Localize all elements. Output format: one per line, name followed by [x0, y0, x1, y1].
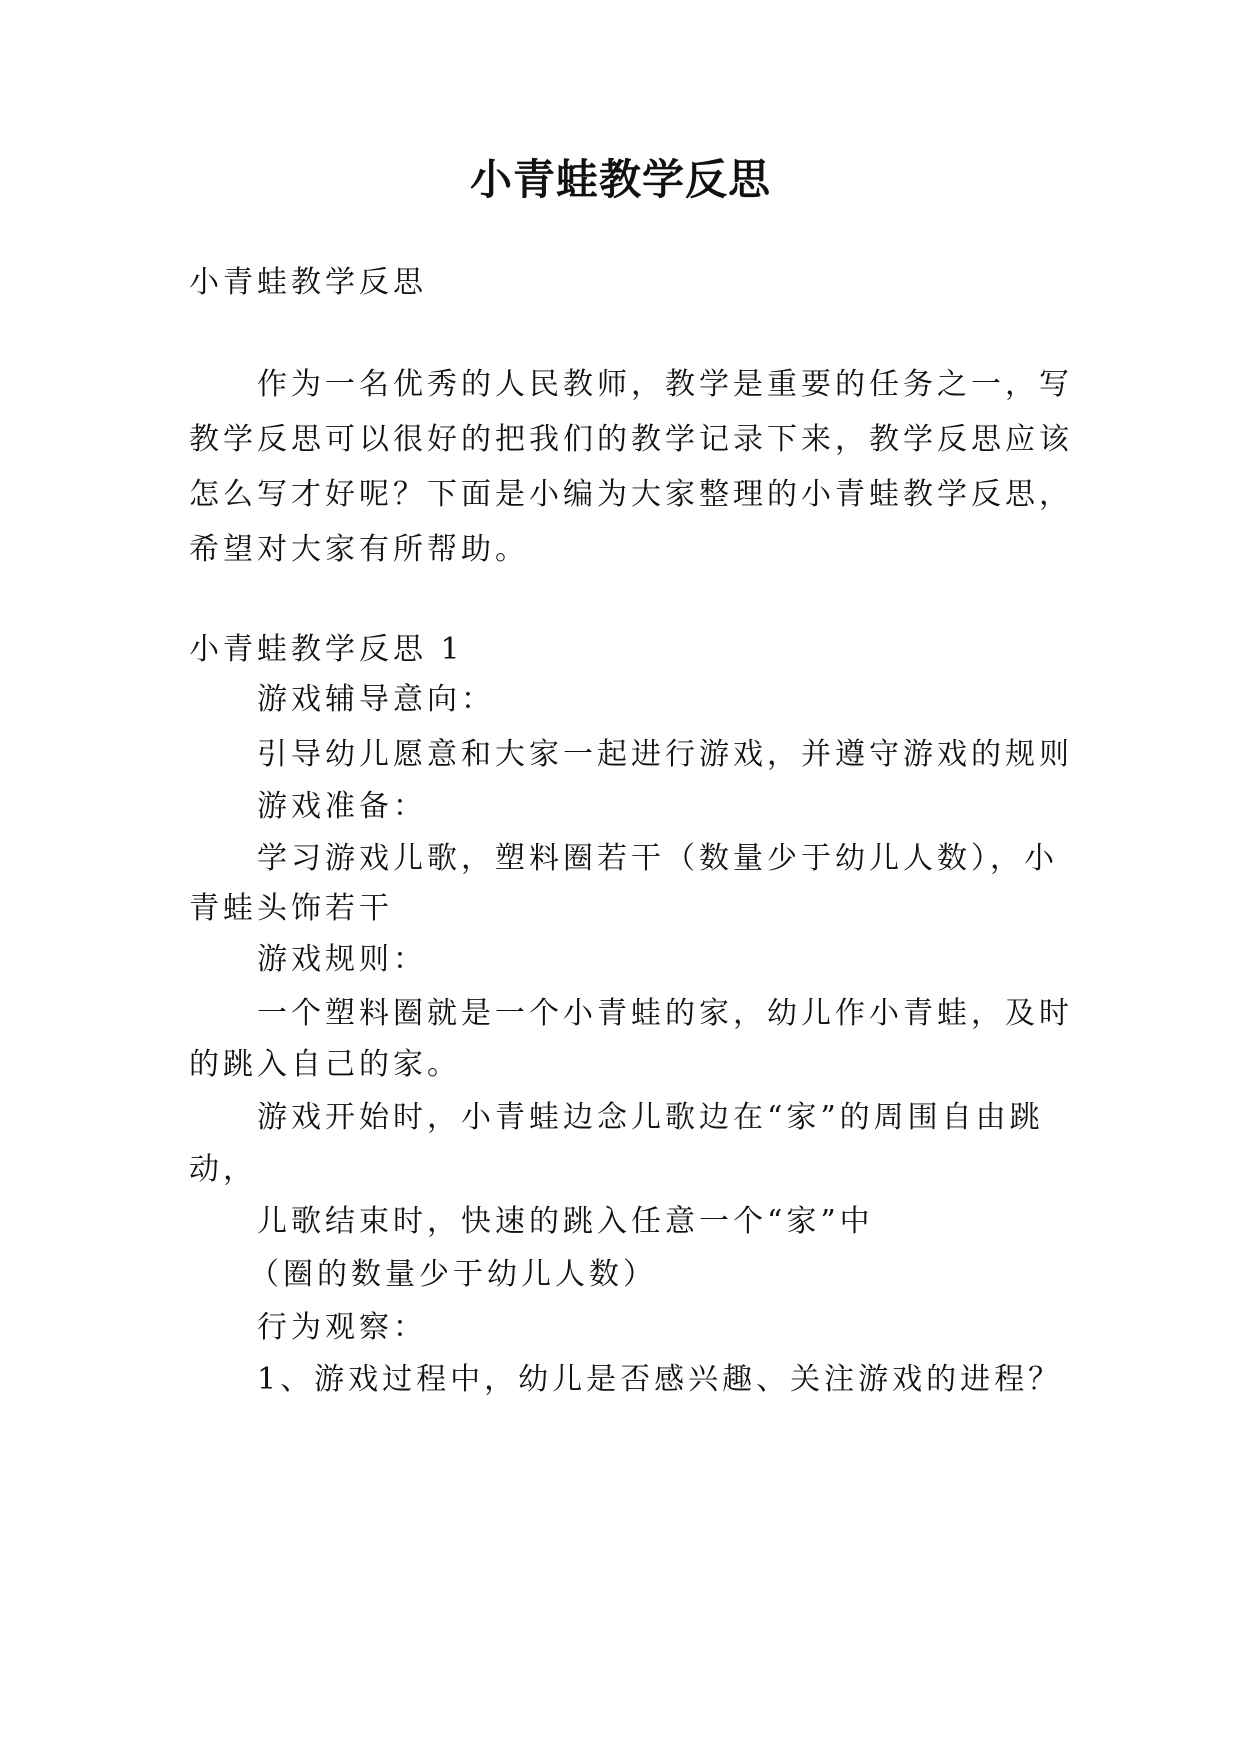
body-line-6: 游戏规则：	[257, 942, 427, 977]
body-line-13: 行为观察：	[257, 1310, 427, 1345]
body-line-7: 一个塑料圈就是一个小青蛙的家，幼儿作小青蛙，及时	[257, 996, 1073, 1031]
body-line-14: 1、游戏过程中，幼儿是否感兴趣、关注游戏的进程？	[257, 1362, 1063, 1397]
body-line-10: 动，	[189, 1152, 257, 1187]
intro-line-2: 教学反思可以很好的把我们的教学记录下来，教学反思应该	[189, 422, 1073, 457]
body-line-4: 学习游戏儿歌，塑料圈若干（数量少于幼儿人数），小	[257, 841, 1058, 876]
body-line-12: （圈的数量少于幼儿人数）	[249, 1257, 657, 1292]
intro-line-1: 作为一名优秀的人民教师，教学是重要的任务之一，写	[257, 367, 1073, 402]
body-line-5: 青蛙头饰若干	[189, 891, 393, 926]
intro-line-4: 希望对大家有所帮助。	[189, 532, 529, 567]
subtitle: 小青蛙教学反思	[189, 265, 427, 300]
page-title: 小青蛙教学反思	[469, 155, 771, 204]
body-line-9: 游戏开始时，小青蛙边念儿歌边在“家”的周围自由跳	[257, 1100, 1044, 1135]
section-heading: 小青蛙教学反思 1	[189, 632, 464, 667]
body-line-2: 引导幼儿愿意和大家一起进行游戏，并遵守游戏的规则	[257, 737, 1073, 772]
body-line-8: 的跳入自己的家。	[189, 1047, 461, 1082]
body-line-1: 游戏辅导意向：	[257, 682, 495, 717]
body-line-11: 儿歌结束时，快速的跳入任意一个“家”中	[257, 1204, 874, 1239]
body-line-3: 游戏准备：	[257, 789, 427, 824]
intro-line-3: 怎么写才好呢？下面是小编为大家整理的小青蛙教学反思，	[189, 477, 1073, 512]
